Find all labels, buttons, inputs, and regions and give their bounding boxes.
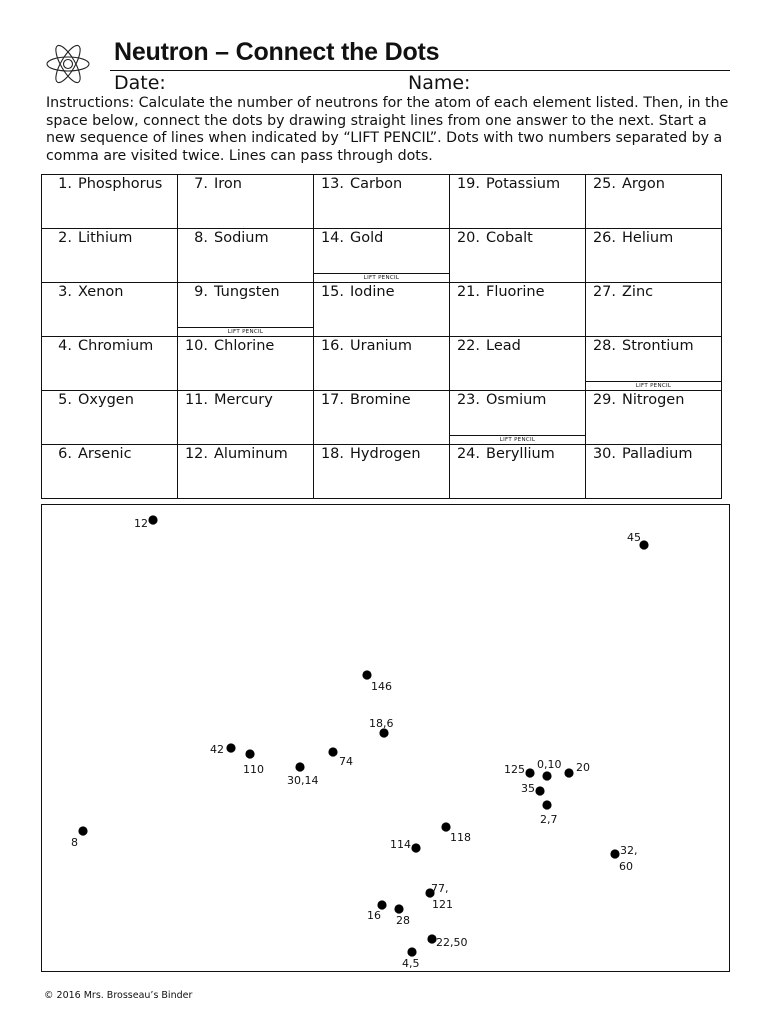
element-number: 24. (456, 446, 480, 462)
element-cell[interactable] (178, 337, 314, 391)
element-row (42, 391, 722, 445)
element-cell[interactable] (314, 337, 450, 391)
element-number: 6. (58, 446, 72, 462)
element-row (42, 283, 722, 337)
dot-label: 114 (390, 838, 411, 851)
element-label (178, 338, 274, 354)
dot-label: 110 (243, 763, 264, 776)
element-name: Potassium (486, 176, 561, 192)
element-label (450, 392, 546, 408)
element-name: Arsenic (78, 446, 132, 462)
dot-point[interactable] (407, 947, 416, 956)
dot-drawing-area[interactable] (41, 504, 730, 972)
element-name: Iodine (350, 284, 395, 300)
element-label (450, 176, 560, 192)
element-cell[interactable] (314, 283, 450, 337)
element-name: Strontium (622, 338, 694, 354)
element-number: 17. (320, 392, 344, 408)
element-name: Carbon (350, 176, 403, 192)
element-number: 4. (58, 338, 72, 354)
element-number: 2. (58, 230, 72, 246)
dot-label: 0,10 (537, 758, 562, 771)
dot-label: 16 (367, 909, 381, 922)
page-title: Neutron – Connect the Dots (114, 38, 440, 66)
element-label (450, 284, 545, 300)
element-cell[interactable] (178, 229, 314, 283)
element-number: 3. (58, 284, 72, 300)
element-number: 26. (592, 230, 616, 246)
dot-point[interactable] (394, 904, 403, 913)
element-label (178, 176, 242, 192)
element-label (314, 176, 402, 192)
dot-label: 146 (371, 680, 392, 693)
element-cell[interactable] (42, 337, 178, 391)
element-name: Oxygen (78, 392, 134, 408)
element-name: Hydrogen (350, 446, 421, 462)
dot-label: 2,7 (540, 813, 558, 826)
element-cell[interactable] (42, 229, 178, 283)
element-number: 13. (320, 176, 344, 192)
element-number: 30. (592, 446, 616, 462)
element-number: 16. (320, 338, 344, 354)
element-number: 23. (456, 392, 480, 408)
lift-pencil-marker: LIFT PENCIL (449, 435, 586, 445)
element-cell[interactable] (586, 229, 722, 283)
element-number: 19. (456, 176, 480, 192)
element-label (314, 446, 421, 462)
element-label (586, 446, 692, 462)
element-cell[interactable] (450, 175, 586, 229)
dot-label: 20 (576, 761, 590, 774)
lift-pencil-marker: LIFT PENCIL (177, 327, 314, 337)
dot-point[interactable] (411, 843, 420, 852)
element-label (178, 392, 273, 408)
element-cell[interactable] (586, 175, 722, 229)
element-label (178, 284, 280, 300)
element-label (586, 230, 673, 246)
dot-point[interactable] (542, 771, 551, 780)
element-cell[interactable] (450, 229, 586, 283)
element-number: 28. (592, 338, 616, 354)
dot-label: 30,14 (287, 774, 319, 787)
element-label (450, 230, 533, 246)
element-cell[interactable] (586, 391, 722, 445)
dot-label: 12 (134, 517, 148, 530)
dot-label: 118 (450, 831, 471, 844)
title-underline (110, 70, 730, 71)
element-number: 1. (58, 176, 72, 192)
element-row (42, 337, 722, 391)
element-cell[interactable] (42, 175, 178, 229)
dot-point[interactable] (535, 786, 544, 795)
element-cell[interactable] (450, 337, 586, 391)
footer-copyright: © 2016 Mrs. Brosseau’s Binder (44, 990, 193, 1001)
element-number: 8. (194, 230, 208, 246)
element-label (586, 392, 684, 408)
dot-point[interactable] (610, 849, 619, 858)
element-number: 20. (456, 230, 480, 246)
element-number: 15. (320, 284, 344, 300)
element-name: Phosphorus (78, 176, 163, 192)
element-cell[interactable] (450, 445, 586, 499)
element-name: Tungsten (214, 284, 280, 300)
dot-point[interactable] (226, 743, 235, 752)
element-label (586, 176, 665, 192)
element-name: Lead (486, 338, 521, 354)
dot-point[interactable] (295, 762, 304, 771)
dot-label: 4,5 (402, 957, 420, 970)
element-name: Bromine (350, 392, 411, 408)
element-name: Fluorine (486, 284, 545, 300)
dot-label: 125 (504, 763, 525, 776)
element-number: 25. (592, 176, 616, 192)
name-label: Name: (408, 72, 471, 94)
element-cell[interactable] (42, 283, 178, 337)
element-number: 22. (456, 338, 480, 354)
element-label (178, 230, 269, 246)
element-name: Osmium (486, 392, 547, 408)
element-label (42, 230, 132, 246)
dot-label: 45 (627, 531, 641, 544)
element-cell[interactable] (450, 391, 586, 445)
dot-label: 18,6 (369, 717, 394, 730)
element-name: Mercury (214, 392, 273, 408)
element-number: 27. (592, 284, 616, 300)
dot-label: 28 (396, 914, 410, 927)
dot-label: 22,50 (436, 936, 468, 949)
element-name: Lithium (78, 230, 133, 246)
element-cell[interactable] (314, 175, 450, 229)
dot-label: 8 (71, 836, 78, 849)
element-name: Zinc (622, 284, 654, 300)
dot-canvas (42, 505, 731, 973)
dot-point[interactable] (148, 515, 157, 524)
element-number: 10. (184, 338, 208, 354)
dot-point[interactable] (542, 800, 551, 809)
element-label (314, 338, 412, 354)
element-cell[interactable] (586, 445, 722, 499)
dot-point[interactable] (245, 749, 254, 758)
element-cell[interactable] (178, 175, 314, 229)
date-label: Date: (114, 72, 166, 94)
lift-pencil-marker: LIFT PENCIL (313, 273, 450, 283)
element-label (314, 230, 383, 246)
dot-label: 121 (432, 898, 453, 911)
element-label (42, 284, 123, 300)
element-name: Chlorine (214, 338, 275, 354)
atom-icon (44, 42, 92, 86)
element-number: 7. (194, 176, 208, 192)
element-label (450, 446, 555, 462)
dot-label: 35 (521, 782, 535, 795)
element-number: 11. (184, 392, 208, 408)
element-label (586, 284, 653, 300)
dot-label: 60 (619, 860, 633, 873)
element-cell[interactable] (178, 283, 314, 337)
element-cell[interactable] (314, 229, 450, 283)
instructions-text: Instructions: Calculate the number of neutrons for the atom of each element listed. Then, in the space below, connect the dots by drawing straight lines from one answer to the next. Start a new sequence of lines when indicated by “LIFT PENCIL”. Dots with two numbers separated by a comma are visited twice. Lines can pass through dots. (46, 95, 729, 164)
element-row (42, 229, 722, 283)
element-cell[interactable] (42, 445, 178, 499)
dot-point[interactable] (362, 670, 371, 679)
dot-point[interactable] (78, 826, 87, 835)
element-cell[interactable] (178, 445, 314, 499)
element-number: 14. (320, 230, 344, 246)
dot-label: 42 (210, 743, 224, 756)
element-name: Chromium (78, 338, 154, 354)
dot-label: 77, (431, 882, 449, 895)
element-name: Nitrogen (622, 392, 685, 408)
element-name: Xenon (78, 284, 124, 300)
element-label (178, 446, 288, 462)
element-cell[interactable] (314, 391, 450, 445)
element-number: 12. (184, 446, 208, 462)
element-cell[interactable] (178, 391, 314, 445)
element-name: Gold (350, 230, 384, 246)
dot-point[interactable] (525, 768, 534, 777)
element-name: Palladium (622, 446, 693, 462)
element-name: Helium (622, 230, 674, 246)
element-label (314, 284, 395, 300)
element-name: Aluminum (214, 446, 288, 462)
element-label (586, 338, 694, 354)
element-label (42, 338, 153, 354)
element-label (314, 392, 411, 408)
element-row (42, 175, 722, 229)
dot-point[interactable] (328, 747, 337, 756)
element-cell[interactable] (314, 445, 450, 499)
element-name: Cobalt (486, 230, 533, 246)
element-name: Uranium (350, 338, 412, 354)
element-name: Sodium (214, 230, 269, 246)
dot-point[interactable] (564, 768, 573, 777)
element-number: 21. (456, 284, 480, 300)
element-label (42, 176, 162, 192)
element-number: 5. (58, 392, 72, 408)
element-name: Argon (622, 176, 665, 192)
element-label (42, 446, 132, 462)
dot-label: 32, (620, 844, 638, 857)
element-cell[interactable] (586, 337, 722, 391)
dot-label: 74 (339, 755, 353, 768)
lift-pencil-marker: LIFT PENCIL (585, 381, 722, 391)
element-row (42, 445, 722, 499)
element-name: Beryllium (486, 446, 555, 462)
element-number: 29. (592, 392, 616, 408)
element-name: Iron (214, 176, 242, 192)
element-number: 9. (194, 284, 208, 300)
element-label (42, 392, 134, 408)
element-table (41, 174, 722, 499)
element-cell[interactable] (586, 283, 722, 337)
element-cell[interactable] (42, 391, 178, 445)
element-label (450, 338, 521, 354)
element-number: 18. (320, 446, 344, 462)
element-cell[interactable] (450, 283, 586, 337)
